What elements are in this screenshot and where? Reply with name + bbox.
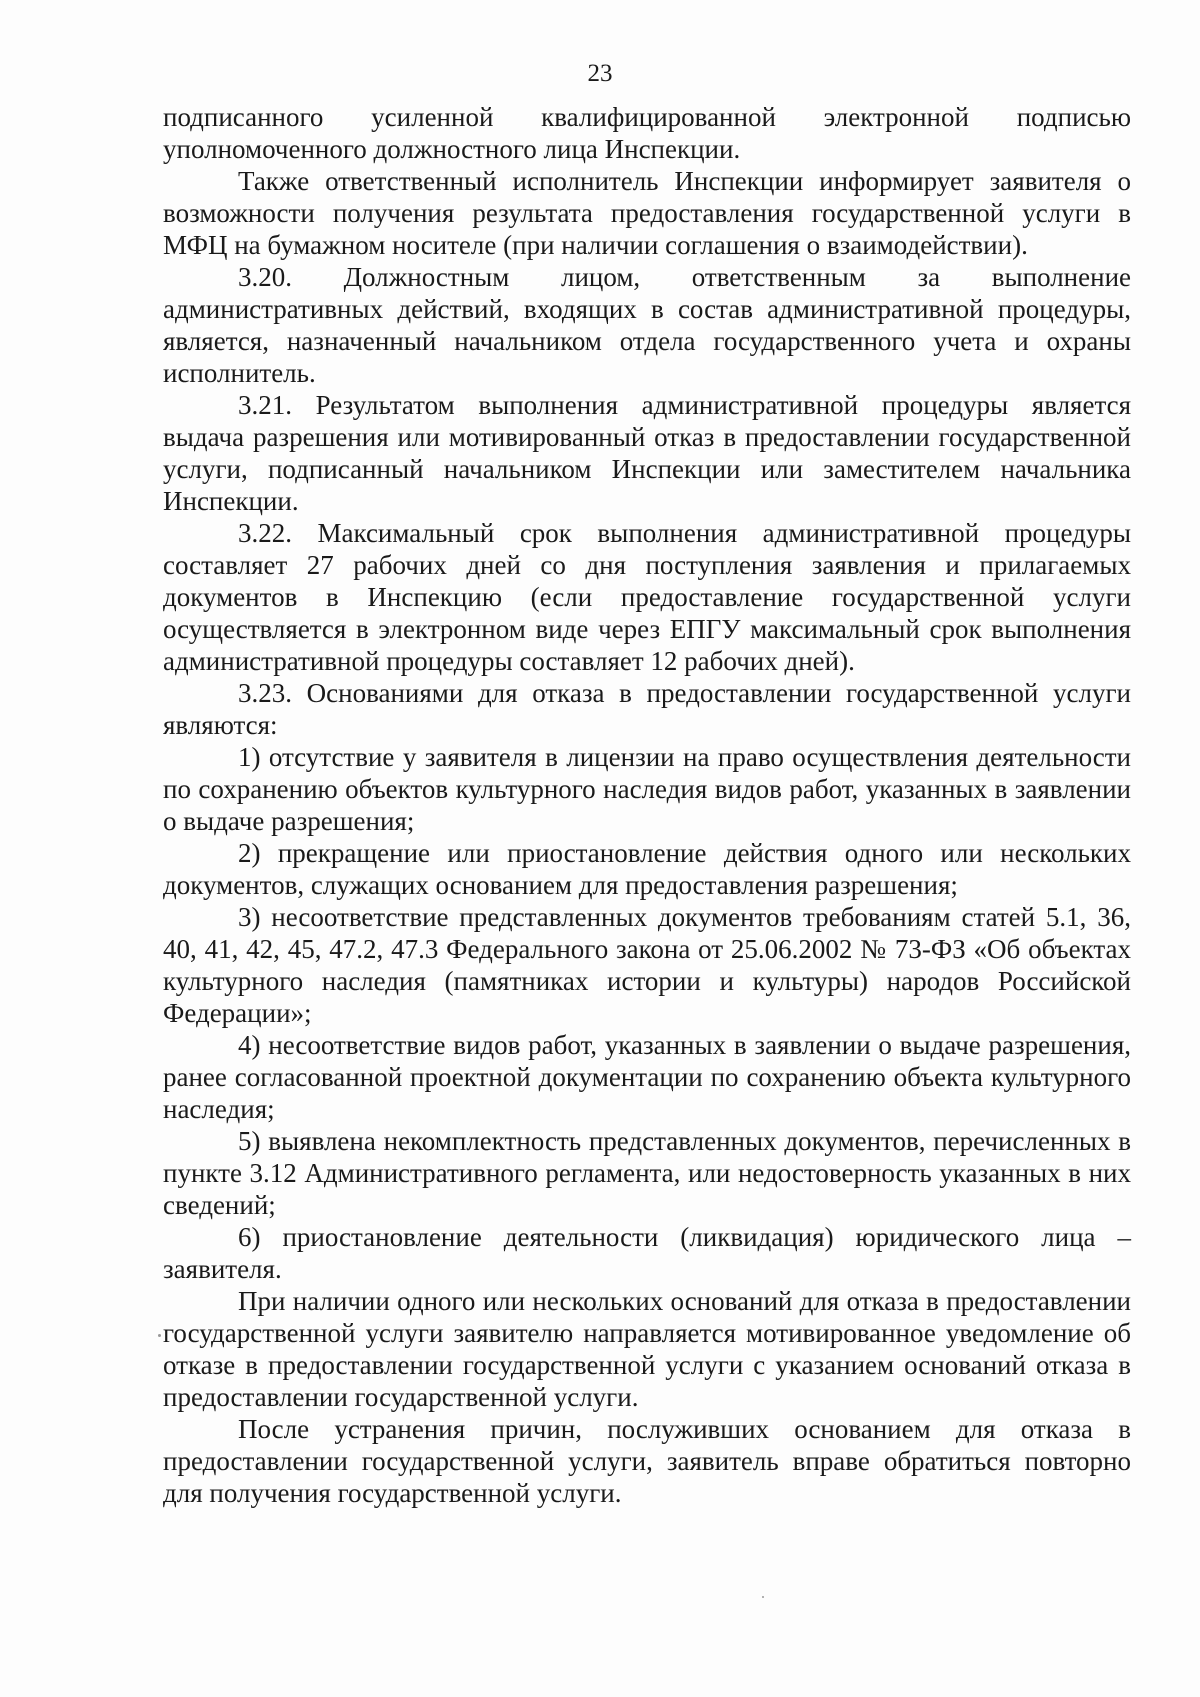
list-item-5: 5) выявлена некомплектность представленных документов, перечисленных в пункте 3.12 Административного регламента, или недостоверность указанных в них сведений; (163, 1126, 1131, 1220)
list-item-6: 6) приостановление деятельности (ликвидация) юридического лица – заявителя. (163, 1222, 1131, 1284)
list-item-2: 2) прекращение или приостановление действия одного или нескольких документов, служащих основанием для предоставления разрешения; (163, 838, 1131, 900)
paragraph-notification: Также ответственный исполнитель Инспекции информирует заявителя о возможности получения результата предоставления государственной услуги в МФЦ на бумажном носителе (при наличии соглашения о взаимодействии). (163, 166, 1131, 260)
page-number: 23 (587, 60, 613, 87)
paragraph-3-23: 3.23. Основаниями для отказа в предоставлении государственной услуги являются: (163, 678, 1131, 740)
paragraph-3-20: 3.20. Должностным лицом, ответственным за выполнение административных действий, входящих в состав административной процедуры, является, назначенный начальником отдела государственного учета и охраны исполнитель. (163, 262, 1131, 388)
paragraph-refusal-notice: При наличии одного или нескольких оснований для отказа в предоставлении государственной услуги заявителю направляется мотивированное уведомление об отказе в предоставлении государственной услуги с указанием оснований отказа в предоставлении государственной услуги. (163, 1286, 1131, 1412)
scan-speck (158, 1334, 161, 1337)
paragraph-3-21: 3.21. Результатом выполнения административной процедуры является выдача разрешения или мотивированный отказ в предоставлении государственной услуги, подписанный начальником Инспекции или заместителем начальника Инспекции. (163, 390, 1131, 516)
list-item-1: 1) отсутствие у заявителя в лицензии на право осуществления деятельности по сохранению объектов культурного наследия видов работ, указанных в заявлении о выдаче разрешения; (163, 742, 1131, 836)
document-body (163, 101, 1131, 1509)
paragraph-3-22: 3.22. Максимальный срок выполнения административной процедуры составляет 27 рабочих дней со дня поступления заявления и прилагаемых документов в Инспекцию (если предоставление государственной услуги осуществляется в электронном виде через ЕПГУ максимальный срок выполнения административной процедуры составляет 12 рабочих дней). (163, 518, 1131, 676)
scan-speck (762, 1596, 764, 1598)
paragraph-continuation: подписанного усиленной квалифицированной электронной подписью уполномоченного должностного лица Инспекции. (163, 102, 1131, 164)
paragraph-reapplication: После устранения причин, послуживших основанием для отказа в предоставлении государственной услуги, заявитель вправе обратиться повторно для получения государственной услуги. (163, 1414, 1131, 1508)
list-item-3: 3) несоответствие представленных документов требованиям статей 5.1, 36, 40, 41, 42, 45, 47.2, 47.3 Федерального закона от 25.06.2002 № 73-ФЗ «Об объектах культурного наследия (памятниках истории и культуры) народов Российской Федерации»; (163, 902, 1131, 1028)
list-item-4: 4) несоответствие видов работ, указанных в заявлении о выдаче разрешения, ранее согласованной проектной документации по сохранению объекта культурного наследия; (163, 1030, 1131, 1124)
